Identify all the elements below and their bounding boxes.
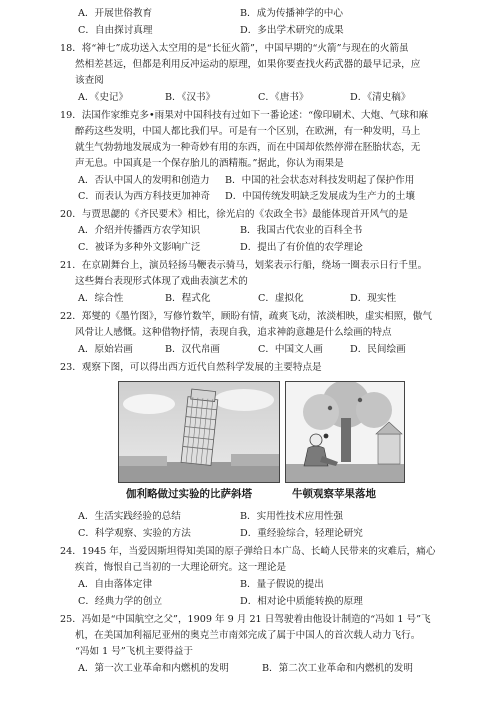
- q18-stem-line2: 然相差甚远，但都是利用反冲运动的原理，如果你要查找火药武器的最早记录，应: [75, 59, 421, 70]
- q21-option-a[interactable]: A．综合性: [78, 293, 124, 304]
- q19-option-a[interactable]: A．否认中国人的发明和创造力: [78, 175, 210, 186]
- q22-option-a[interactable]: A．原始岩画: [78, 344, 133, 355]
- q20-option-b[interactable]: B．我国古代农业的百科全书: [240, 225, 363, 236]
- q22-stem-line1: 22．郑燮的《墨竹图》，写修竹数竿，顾盼有情，疏爽飞动，浓淡相映，虚实相照，傲气: [60, 311, 432, 322]
- q19-option-b[interactable]: B．中国的社会状态对科技发明起了保护作用: [225, 175, 415, 186]
- q18-stem-line3: 该查阅: [75, 75, 104, 86]
- q21-option-b[interactable]: B．程式化: [165, 293, 211, 304]
- q23-option-a[interactable]: A．生活实践经验的总结: [78, 511, 181, 522]
- q24-option-d[interactable]: D．相对论中质能转换的原理: [240, 596, 363, 607]
- q17-option-a[interactable]: A．开展世俗教育: [78, 8, 153, 19]
- q21-option-d[interactable]: D．现实性: [350, 293, 397, 304]
- q19-stem-line1: 19．法国作家维克多•雨果对中国科技有过如下一番论述：“像印刷术、大炮、气球和麻: [60, 110, 429, 121]
- q18-option-a[interactable]: A．《史记》: [78, 92, 129, 103]
- q19-stem-line2: 醉药这些发明，中国人都比我们早。可是有一个区别，在欧洲，有一种发明，马上: [75, 126, 421, 137]
- q19-stem-line3: 就生气勃勃地发展成为一种奇妙有用的东西，而在中国却依然停滞在胚胎状态，无: [75, 142, 421, 153]
- q18-option-d[interactable]: D．《清史稿》: [350, 92, 411, 103]
- q25-option-a[interactable]: A．第一次工业革命和内燃机的发明: [78, 663, 229, 674]
- q20-stem-line1: 20．与贾思勰的《齐民要术》相比，徐光启的《农政全书》最能体现首开风气的是: [60, 209, 408, 220]
- q24-stem-line1: 24．1945 年，当爱因斯坦得知美国的原子弹给日本广岛、长崎人民带来的灾难后，痛心: [60, 546, 436, 557]
- newton-illustration: [286, 382, 404, 482]
- q22-option-c[interactable]: C．中国文人画: [258, 344, 323, 355]
- newton-apple-drawing: [285, 381, 405, 483]
- q19-option-c[interactable]: C．而表认为西方科技更加神奇: [78, 191, 211, 202]
- q23-option-b[interactable]: B．实用性技术应用性强: [240, 511, 343, 522]
- q19-option-d[interactable]: D．中国传统发明缺乏发展成为生产力的土壤: [225, 191, 415, 202]
- q22-stem-line2: 风骨让人感慨。这种借物抒情，表现自我，追求神韵意趣是什么绘画的特点: [75, 327, 392, 338]
- q17-option-c[interactable]: C．自由探讨真理: [78, 25, 153, 36]
- q25-stem-line2: 机，在美国加利福尼亚州的奥克兰市南郊完成了属于中国人的首次载人动力飞行。: [75, 630, 421, 641]
- pisa-tower-illustration: [119, 382, 279, 482]
- pisa-tower-photo: [118, 381, 280, 483]
- q25-stem-line1: 25．冯如是“中国航空之父”，1909 年 9 月 21 日驾驶着由他设计制造的“冯如 1 号”飞: [60, 614, 431, 625]
- q17-option-b[interactable]: B．成为传播神学的中心: [240, 8, 343, 19]
- newton-caption: 牛顿观察苹果落地: [292, 488, 376, 500]
- q22-option-d[interactable]: D．民间绘画: [350, 344, 406, 355]
- q18-stem-line1: 18．将“神七”成功送入太空用的是“长征火箭”，中国早期的“火箭”与现在的火箭虽: [60, 43, 409, 54]
- q25-stem-line3: “冯如 1 号”飞机主要得益于: [75, 646, 193, 657]
- q23-stem-line1: 23．观察下图，可以得出西方近代自然科学发展的主要特点是: [60, 362, 322, 373]
- q20-option-a[interactable]: A．介绍并传播西方农学知识: [78, 225, 201, 236]
- q24-option-b[interactable]: B．量子假说的提出: [240, 579, 324, 590]
- q23-option-c[interactable]: C．科学观察、实验的方法: [78, 528, 191, 539]
- q19-stem-line4: 声无息。中国真是一个保存胎儿的酒精瓶。”据此，你认为雨果是: [75, 158, 344, 169]
- q23-option-d[interactable]: D．重经验综合，轻理论研究: [240, 528, 363, 539]
- q22-option-b[interactable]: B．汉代帛画: [165, 344, 221, 355]
- q24-option-a[interactable]: A．自由落体定律: [78, 579, 153, 590]
- q21-stem-line1: 21．在京剧舞台上，演员轻扬马鞭表示骑马，划桨表示行船，绕场一圈表示日行千里。: [60, 260, 428, 271]
- q17-option-d[interactable]: D．多出学术研究的成果: [240, 25, 344, 36]
- q21-stem-line2: 这些舞台表现形式体现了戏曲表演艺术的: [75, 276, 248, 287]
- q24-stem-line2: 疾首，悔恨自己当初的一大理论研究。这一理论是: [75, 562, 287, 573]
- q18-option-b[interactable]: B．《汉书》: [165, 92, 216, 103]
- pisa-caption: 伽利略做过实验的比萨斜塔: [126, 488, 252, 500]
- q24-option-c[interactable]: C．经典力学的创立: [78, 596, 163, 607]
- q20-option-c[interactable]: C．被译为多种外文影响广泛: [78, 242, 201, 253]
- q21-option-c[interactable]: C．虚拟化: [258, 293, 304, 304]
- q18-option-c[interactable]: C．《唐书》: [258, 92, 309, 103]
- q20-option-d[interactable]: D．提出了有价值的农学理论: [240, 242, 363, 253]
- q25-option-b[interactable]: B．第二次工业革命和内燃机的发明: [262, 663, 413, 674]
